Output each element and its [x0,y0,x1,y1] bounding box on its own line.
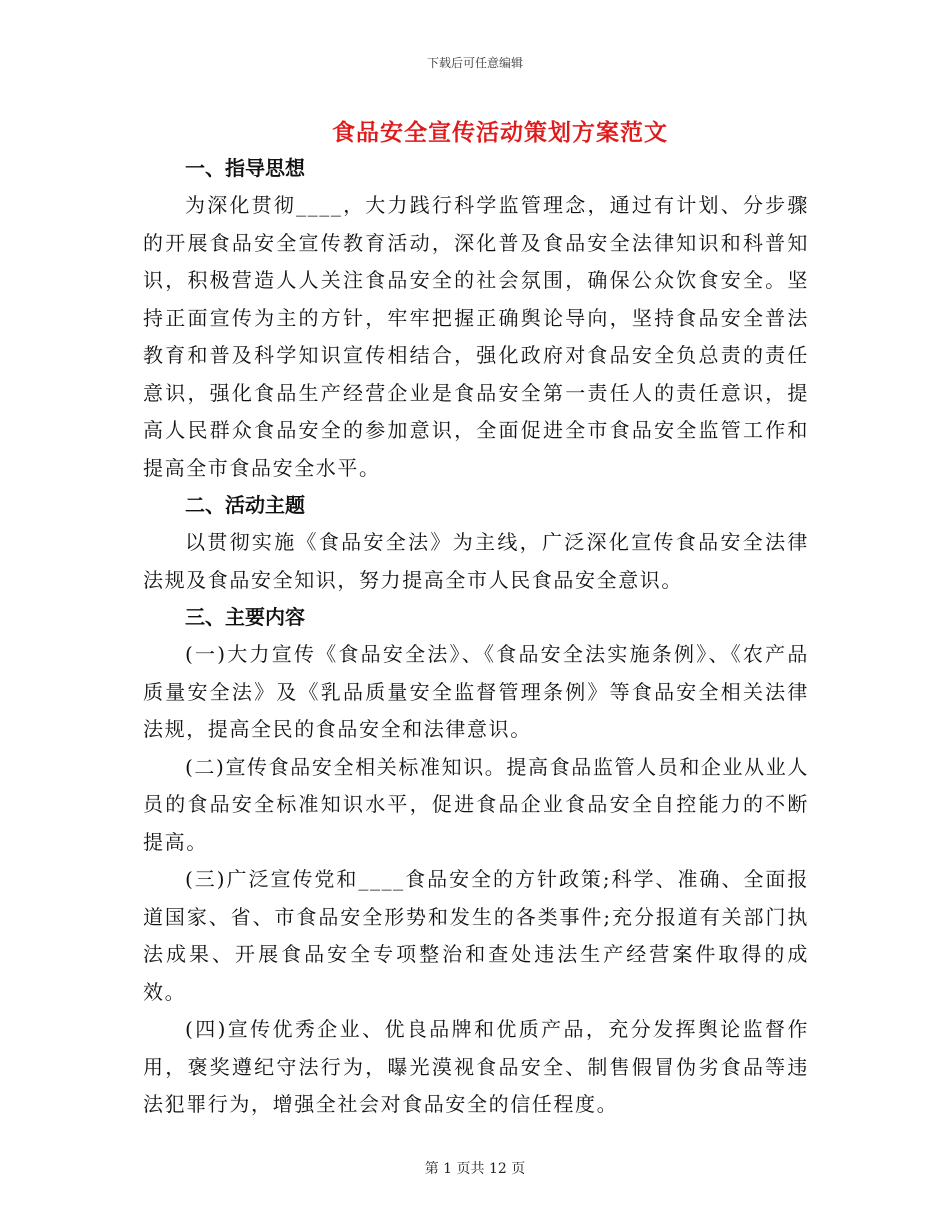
document-title: 食品安全宣传活动策划方案范文 [332,119,668,146]
paragraph: 以贯彻实施《食品安全法》为主线，广泛深化宣传食品安全法律法规及食品安全知识，努力提高全市人民食品安全意识。 [143,530,809,592]
paragraph: (一)大力宣传《食品安全法》、《食品安全法实施条例》、《农产品质量安全法》及《乳品质量安全监督管理条例》等食品安全相关法律法规，提高全民的食品安全和法律意识。 [143,642,809,741]
section-heading-activity-theme: 二、活动主题 [185,493,305,517]
paragraph: (四)宣传优秀企业、优良品牌和优质产品，充分发挥舆论监督作用，褒奖遵纪守法行为，曝光漠视食品安全、制售假冒伪劣食品等违法犯罪行为，增强全社会对食品安全的信任程度。 [143,1017,809,1116]
page-number-footer: 第 1 页共 12 页 [424,1161,526,1177]
document-body [143,150,809,1124]
page-header-note: 下载后可任意编辑 [426,56,523,70]
section-heading-main-content: 三、主要内容 [185,605,305,629]
section-heading-guiding-ideology: 一、指导思想 [185,156,305,180]
paragraph: 为深化贯彻____，大力践行科学监管理念，通过有计划、分步骤的开展食品安全宣传教育活动，深化普及食品安全法律知识和科普知识，积极营造人人关注食品安全的社会氛围，确保公众饮食安全。坚持正面宣传为主的方针，牢牢把握正确舆论导向，坚持食品安全普法教育和普及科学知识宣传相结合，强化政府对食品安全负总责的责任意识，强化食品生产经营企业是食品安全第一责任人的责任意识，提高人民群众食品安全的参加意识，全面促进全市食品安全监管工作和提高全市食品安全水平。 [143,193,809,480]
paragraph: (三)广泛宣传党和____食品安全的方针政策;科学、准确、全面报道国家、省、市食品安全形势和发生的各类事件;充分报道有关部门执法成果、开展食品安全专项整治和查处违法生产经营案件取得的成效。 [143,867,809,1004]
paragraph: (二)宣传食品安全相关标准知识。提高食品监管人员和企业从业人员的食品安全标准知识水平，促进食品企业食品安全自控能力的不断提高。 [143,754,809,854]
